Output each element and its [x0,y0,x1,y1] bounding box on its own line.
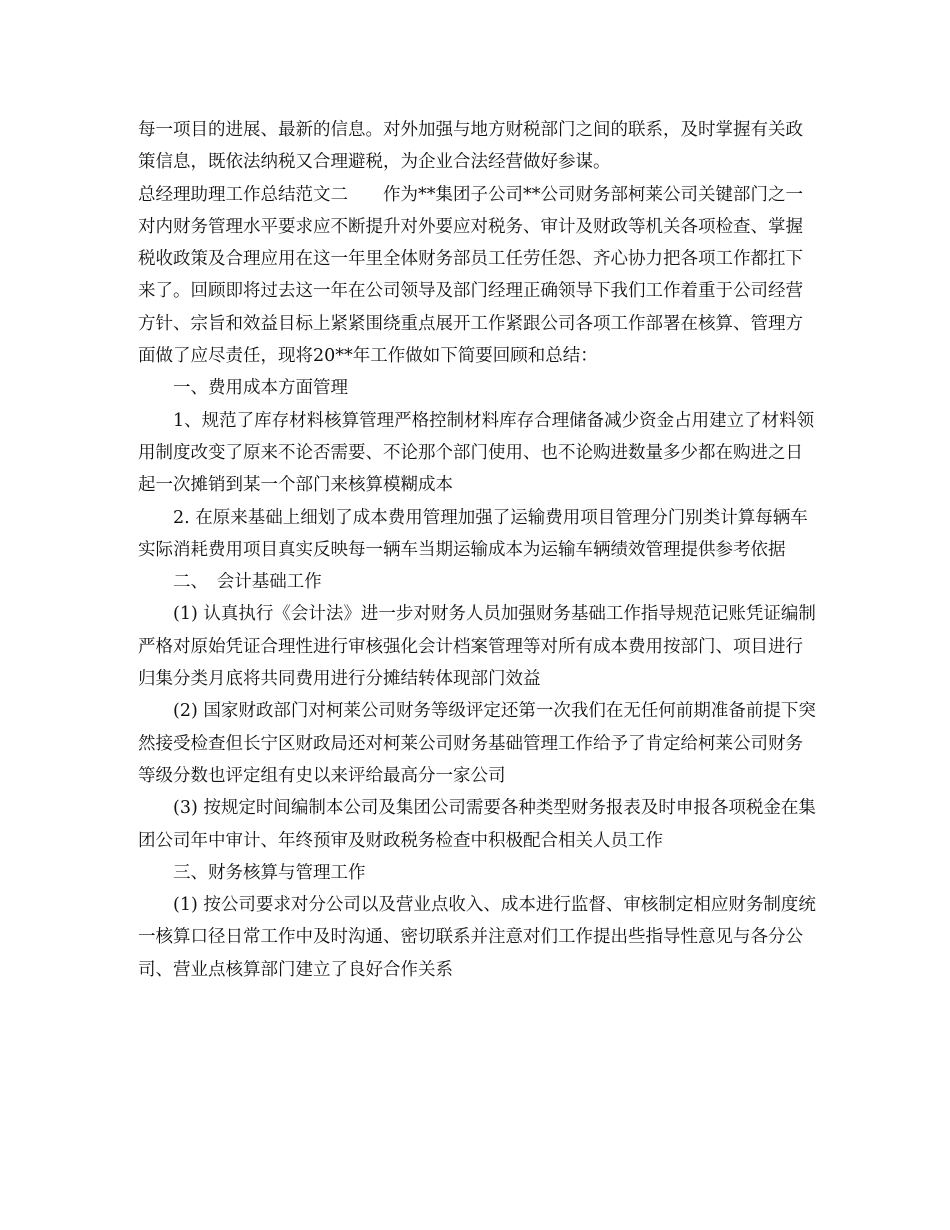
paragraph-finance-rating: (2) 国家财政部门对柯莱公司财务等级评定还第一次我们在无任何前期准备前提下突然接受检查但长宁区财政局还对柯莱公司财务基础管理工作给予了肯定给柯莱公司财务等级分数也评定组有史以来评给最高分一家公司 [138,701,816,786]
paragraph-intro-continuation: 每一项目的进展、最新的信息。对外加强与地方财税部门之间的联系，及时掌握有关政策信息，既依法纳税又合理避税，为企业合法经营做好参谋。 [138,120,803,173]
paragraph-transport-costs: 2. 在原来基础上细划了成本费用管理加强了运输费用项目管理分门别类计算每辆车实际消耗费用项目真实反映每一辆车当期运输成本为运输车辆绩效管理提供参考依据 [138,507,808,560]
paragraph-inventory-accounting: 1、规范了库存材料核算管理严格控制材料库存合理储备减少资金占用建立了材料领用制度改变了原来不论否需要、不论那个部门使用、也不论购进数量多少都在购进之日起一次摊销到某一个部门来核算模糊成本 [138,410,815,496]
section-heading-accounting-basics: 二、 会计基础工作 [173,572,322,593]
paragraph-summary-heading: 总经理助理工作总结范文二 作为**集团子公司**公司财务部柯莱公司关键部门之一对内财务管理水平要求应不断提升对外要应对税务、审计及财政等机关各项检查、掌握税收政策及合理应用在这一年里全体财务部员工任劳任怨、齐心协力把各项工作都扛下来了。回顾即将过去这一年在公司领导及部门经理正确领导下我们工作着重于公司经营方针、宗旨和效益目标上紧紧围绕重点展开工作紧跟公司各项工作部署在核算、管理方面做了应尽责任，现将20**年工作做如下简要回顾和总结： [138,184,803,367]
paragraph-financial-reports: (3) 按规定时间编制本公司及集团公司需要各种类型财务报表及时申报各项税金在集团公司年中审计、年终预审及财政税务检查中积极配合相关人员工作 [138,798,816,851]
paragraph-branch-supervision: (1) 按公司要求对分公司以及营业点收入、成本进行监督、审核制定相应财务制度统一核算口径日常工作中及时沟通、密切联系并注意对们工作提出些指导性意见与各分公司、营业点核算部门建立了良好合作关系 [138,895,816,980]
section-heading-cost-management: 一、费用成本方面管理 [173,378,348,399]
paragraph-accounting-law: (1) 认真执行《会计法》进一步对财务人员加强财务基础工作指导规范记账凭证编制严格对原始凭证合理性进行审核强化会计档案管理等对所有成本费用按部门、项目进行归集分类月底将共同费用进行分摊结转体现部门效益 [138,604,816,690]
document-body [138,114,818,986]
section-heading-accounting-management: 三、财务核算与管理工作 [173,862,366,883]
